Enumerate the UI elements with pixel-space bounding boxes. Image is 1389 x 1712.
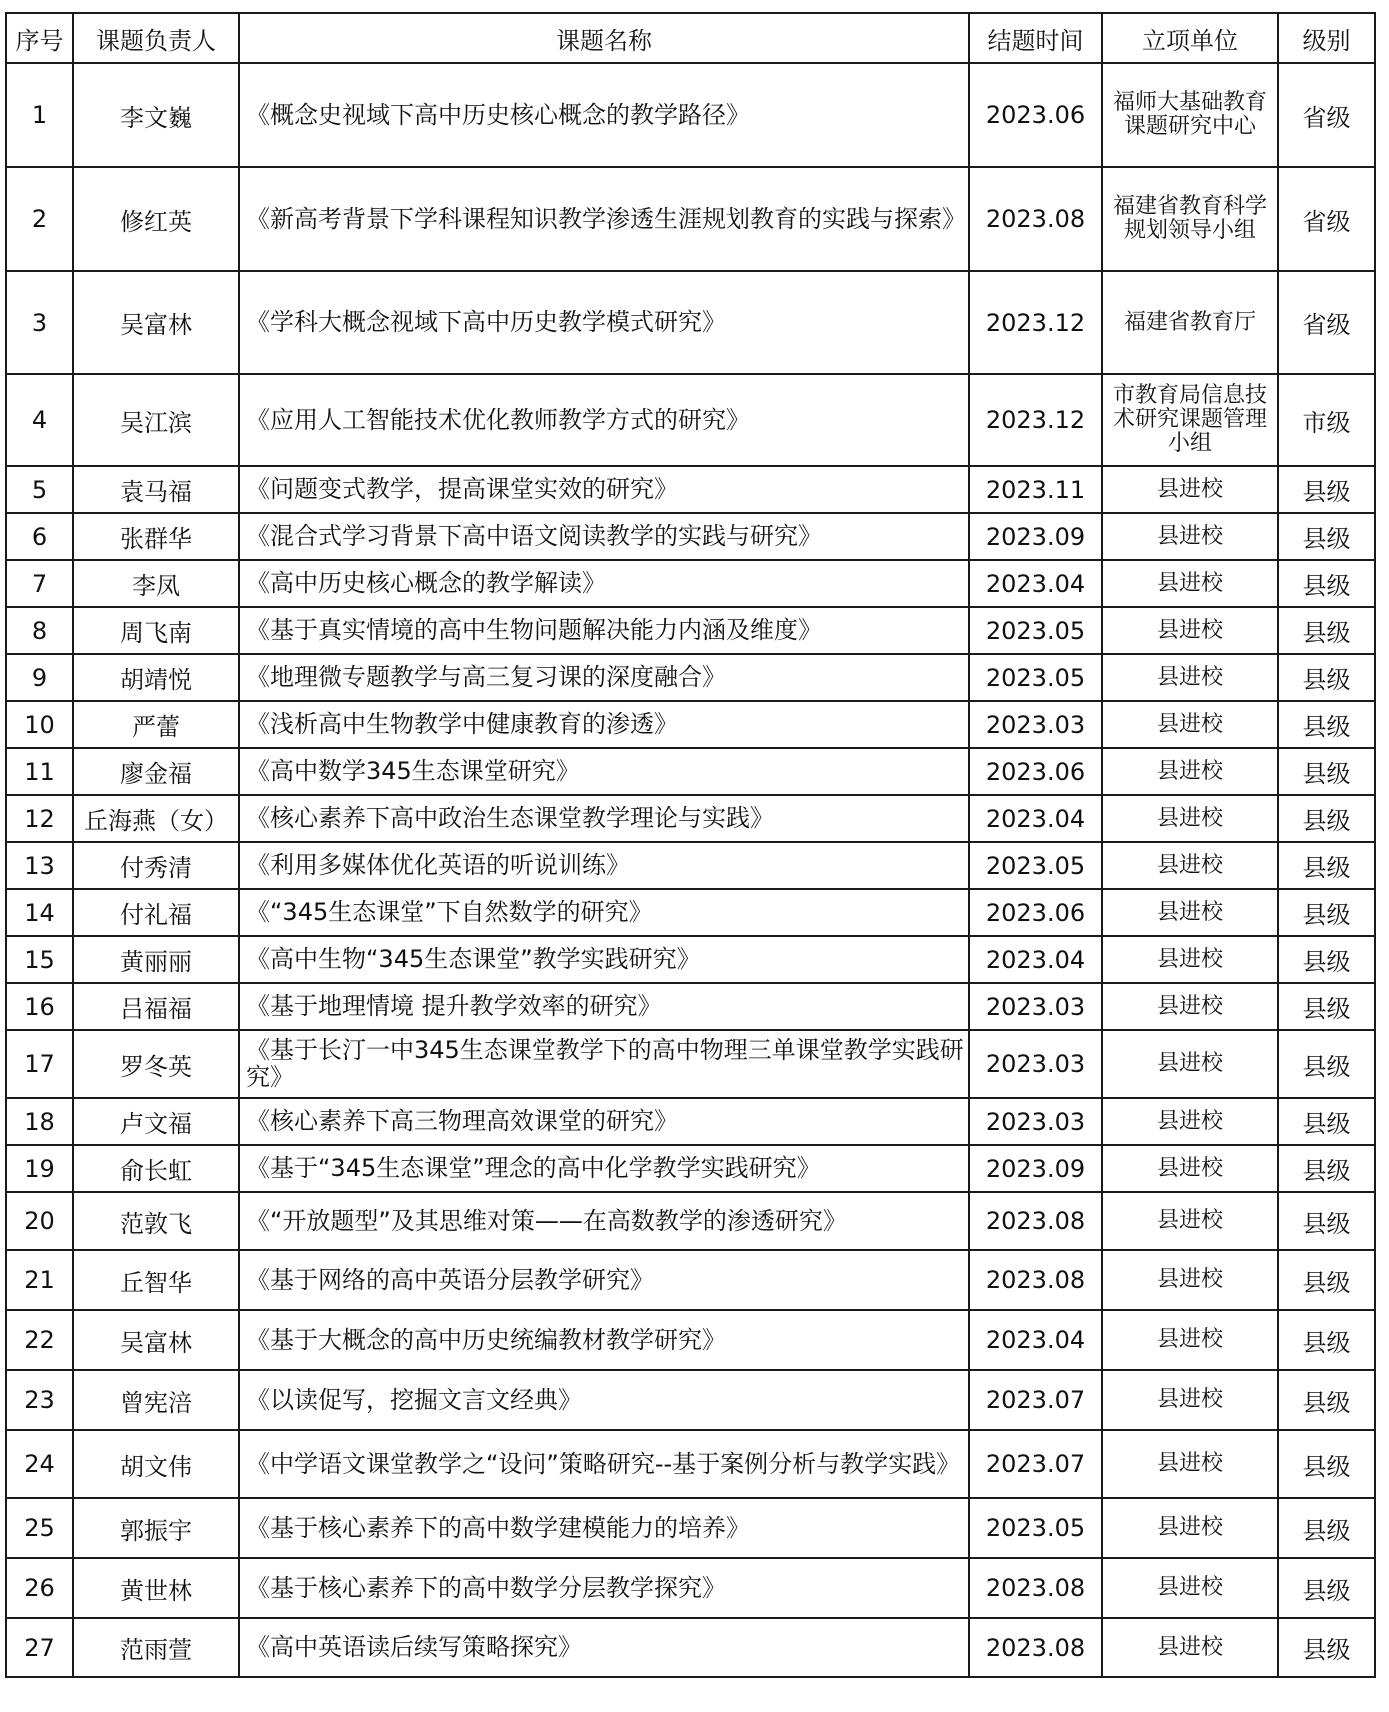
row-unit: 县进校	[1102, 983, 1278, 1030]
row-level: 县级	[1278, 748, 1375, 795]
row-unit: 县进校	[1102, 889, 1278, 936]
row-title: 《核心素养下高中政治生态课堂教学理论与实践》	[239, 795, 969, 842]
table-row	[6, 983, 1375, 1030]
row-number: 19	[6, 1145, 73, 1192]
row-number: 8	[6, 607, 73, 654]
row-unit: 县进校	[1102, 701, 1278, 748]
row-level: 县级	[1278, 1098, 1375, 1145]
row-title: 《概念史视域下高中历史核心概念的教学路径》	[239, 63, 969, 167]
row-level: 省级	[1278, 271, 1375, 374]
row-unit: 县进校	[1102, 936, 1278, 983]
row-number: 22	[6, 1310, 73, 1370]
row-unit: 福师大基础教育课题研究中心	[1102, 63, 1278, 167]
row-number: 4	[6, 374, 73, 466]
row-person: 吴富林	[73, 1310, 239, 1370]
row-person: 曾宪涪	[73, 1370, 239, 1430]
row-number: 2	[6, 167, 73, 271]
row-person: 周飞南	[73, 607, 239, 654]
row-title: 《利用多媒体优化英语的听说训练》	[239, 842, 969, 889]
row-date: 2023.03	[969, 983, 1102, 1030]
row-unit: 县进校	[1102, 1558, 1278, 1618]
row-date: 2023.12	[969, 271, 1102, 374]
row-title: 《应用人工智能技术优化教师教学方式的研究》	[239, 374, 969, 466]
row-title: 《“开放题型”及其思维对策——在高数教学的渗透研究》	[239, 1192, 969, 1250]
row-date: 2023.06	[969, 889, 1102, 936]
table-row	[6, 1310, 1375, 1370]
row-person: 付秀清	[73, 842, 239, 889]
row-unit: 县进校	[1102, 1145, 1278, 1192]
row-level: 县级	[1278, 1498, 1375, 1558]
table-row	[6, 63, 1375, 167]
row-level: 县级	[1278, 983, 1375, 1030]
row-title: 《浅析高中生物教学中健康教育的渗透》	[239, 701, 969, 748]
table-row	[6, 1430, 1375, 1498]
row-date: 2023.08	[969, 1558, 1102, 1618]
row-date: 2023.08	[969, 1618, 1102, 1677]
table-row	[6, 1250, 1375, 1310]
row-number: 5	[6, 466, 73, 513]
row-number: 25	[6, 1498, 73, 1558]
row-unit: 福建省教育科学规划领导小组	[1102, 167, 1278, 271]
header-cell-title: 课题名称	[239, 13, 969, 63]
row-number: 1	[6, 63, 73, 167]
row-title: 《基于网络的高中英语分层教学研究》	[239, 1250, 969, 1310]
row-number: 17	[6, 1030, 73, 1098]
row-level: 县级	[1278, 1192, 1375, 1250]
row-level: 县级	[1278, 1370, 1375, 1430]
table-row	[6, 1192, 1375, 1250]
row-unit: 县进校	[1102, 513, 1278, 560]
row-number: 13	[6, 842, 73, 889]
row-number: 24	[6, 1430, 73, 1498]
row-number: 12	[6, 795, 73, 842]
row-title: 《核心素养下高三物理高效课堂的研究》	[239, 1098, 969, 1145]
row-person: 李文巍	[73, 63, 239, 167]
row-date: 2023.07	[969, 1370, 1102, 1430]
row-person: 吕福福	[73, 983, 239, 1030]
row-date: 2023.08	[969, 1250, 1102, 1310]
row-date: 2023.07	[969, 1430, 1102, 1498]
table-row	[6, 167, 1375, 271]
row-unit: 县进校	[1102, 748, 1278, 795]
row-person: 丘海燕（女）	[73, 795, 239, 842]
table-row	[6, 1498, 1375, 1558]
table-row	[6, 1618, 1375, 1677]
row-level: 县级	[1278, 466, 1375, 513]
row-title: 《新高考背景下学科课程知识教学渗透生涯规划教育的实践与探索》	[239, 167, 969, 271]
row-level: 县级	[1278, 1030, 1375, 1098]
row-date: 2023.04	[969, 795, 1102, 842]
table-body	[6, 63, 1375, 1677]
row-level: 县级	[1278, 889, 1375, 936]
row-level: 县级	[1278, 1145, 1375, 1192]
row-date: 2023.09	[969, 1145, 1102, 1192]
row-unit: 县进校	[1102, 1098, 1278, 1145]
row-number: 20	[6, 1192, 73, 1250]
row-title: 《以读促写，挖掘文言文经典》	[239, 1370, 969, 1430]
row-level: 县级	[1278, 1558, 1375, 1618]
table-row	[6, 842, 1375, 889]
row-number: 16	[6, 983, 73, 1030]
row-date: 2023.12	[969, 374, 1102, 466]
row-unit: 县进校	[1102, 560, 1278, 607]
row-level: 县级	[1278, 607, 1375, 654]
row-level: 县级	[1278, 1310, 1375, 1370]
row-date: 2023.05	[969, 842, 1102, 889]
row-unit: 县进校	[1102, 842, 1278, 889]
row-level: 县级	[1278, 842, 1375, 889]
row-title: 《高中英语读后续写策略探究》	[239, 1618, 969, 1677]
row-title: 《学科大概念视域下高中历史教学模式研究》	[239, 271, 969, 374]
row-level: 县级	[1278, 1618, 1375, 1677]
row-person: 黄世林	[73, 1558, 239, 1618]
row-level: 县级	[1278, 701, 1375, 748]
row-level: 市级	[1278, 374, 1375, 466]
row-person: 卢文福	[73, 1098, 239, 1145]
row-person: 张群华	[73, 513, 239, 560]
table-row	[6, 748, 1375, 795]
row-unit: 县进校	[1102, 1370, 1278, 1430]
table-row	[6, 1145, 1375, 1192]
row-date: 2023.06	[969, 748, 1102, 795]
row-number: 11	[6, 748, 73, 795]
row-level: 省级	[1278, 167, 1375, 271]
row-title: 《高中历史核心概念的教学解读》	[239, 560, 969, 607]
row-title: 《基于地理情境 提升教学效率的研究》	[239, 983, 969, 1030]
table-row	[6, 889, 1375, 936]
row-number: 15	[6, 936, 73, 983]
row-person: 李凤	[73, 560, 239, 607]
row-date: 2023.03	[969, 1098, 1102, 1145]
row-title: 《基于核心素养下的高中数学建模能力的培养》	[239, 1498, 969, 1558]
row-unit: 市教育局信息技术研究课题管理小组	[1102, 374, 1278, 466]
row-person: 吴江滨	[73, 374, 239, 466]
header-cell-person: 课题负责人	[73, 13, 239, 63]
row-level: 县级	[1278, 795, 1375, 842]
table-row	[6, 513, 1375, 560]
row-date: 2023.05	[969, 654, 1102, 701]
row-unit: 县进校	[1102, 795, 1278, 842]
row-unit: 县进校	[1102, 1498, 1278, 1558]
row-title: 《基于核心素养下的高中数学分层教学探究》	[239, 1558, 969, 1618]
row-number: 10	[6, 701, 73, 748]
row-person: 俞长虹	[73, 1145, 239, 1192]
row-unit: 县进校	[1102, 1618, 1278, 1677]
row-date: 2023.03	[969, 1030, 1102, 1098]
row-unit: 县进校	[1102, 1310, 1278, 1370]
row-unit: 福建省教育厅	[1102, 271, 1278, 374]
row-number: 3	[6, 271, 73, 374]
table-row	[6, 1370, 1375, 1430]
row-unit: 县进校	[1102, 1250, 1278, 1310]
row-title: 《高中生物“345生态课堂”教学实践研究》	[239, 936, 969, 983]
row-unit: 县进校	[1102, 654, 1278, 701]
row-number: 6	[6, 513, 73, 560]
row-title: 《高中数学345生态课堂研究》	[239, 748, 969, 795]
table-row	[6, 936, 1375, 983]
row-date: 2023.05	[969, 607, 1102, 654]
row-person: 郭振宇	[73, 1498, 239, 1558]
table-row	[6, 271, 1375, 374]
table-row	[6, 1030, 1375, 1098]
row-number: 14	[6, 889, 73, 936]
row-number: 7	[6, 560, 73, 607]
row-person: 袁马福	[73, 466, 239, 513]
row-date: 2023.06	[969, 63, 1102, 167]
row-date: 2023.04	[969, 560, 1102, 607]
row-date: 2023.04	[969, 936, 1102, 983]
row-person: 严蕾	[73, 701, 239, 748]
table-row	[6, 374, 1375, 466]
header-row	[6, 13, 1375, 63]
row-person: 罗冬英	[73, 1030, 239, 1098]
row-title: 《基于真实情境的高中生物问题解决能力内涵及维度》	[239, 607, 969, 654]
row-level: 县级	[1278, 1430, 1375, 1498]
row-level: 县级	[1278, 560, 1375, 607]
row-unit: 县进校	[1102, 1430, 1278, 1498]
row-title: 《问题变式教学，提高课堂实效的研究》	[239, 466, 969, 513]
row-person: 黄丽丽	[73, 936, 239, 983]
row-date: 2023.11	[969, 466, 1102, 513]
row-level: 县级	[1278, 936, 1375, 983]
row-unit: 县进校	[1102, 1192, 1278, 1250]
row-person: 范雨萱	[73, 1618, 239, 1677]
row-date: 2023.05	[969, 1498, 1102, 1558]
row-title: 《“345生态课堂”下自然数学的研究》	[239, 889, 969, 936]
row-person: 付礼福	[73, 889, 239, 936]
row-person: 胡文伟	[73, 1430, 239, 1498]
header-cell-date: 结题时间	[969, 13, 1102, 63]
row-person: 吴富林	[73, 271, 239, 374]
row-unit: 县进校	[1102, 607, 1278, 654]
row-person: 丘智华	[73, 1250, 239, 1310]
table-row	[6, 607, 1375, 654]
table-row	[6, 1098, 1375, 1145]
row-title: 《中学语文课堂教学之“设问”策略研究--基于案例分析与教学实践》	[239, 1430, 969, 1498]
header-cell-no: 序号	[6, 13, 73, 63]
table-row	[6, 466, 1375, 513]
row-person: 廖金福	[73, 748, 239, 795]
table-row	[6, 795, 1375, 842]
row-title: 《基于“345生态课堂”理念的高中化学教学实践研究》	[239, 1145, 969, 1192]
table-row	[6, 560, 1375, 607]
row-title: 《地理微专题教学与高三复习课的深度融合》	[239, 654, 969, 701]
row-date: 2023.08	[969, 167, 1102, 271]
row-person: 范敦飞	[73, 1192, 239, 1250]
row-level: 县级	[1278, 513, 1375, 560]
row-title: 《混合式学习背景下高中语文阅读教学的实践与研究》	[239, 513, 969, 560]
row-person: 胡靖悦	[73, 654, 239, 701]
row-number: 27	[6, 1618, 73, 1677]
table-row	[6, 1558, 1375, 1618]
row-level: 省级	[1278, 63, 1375, 167]
row-unit: 县进校	[1102, 1030, 1278, 1098]
row-date: 2023.04	[969, 1310, 1102, 1370]
header-cell-level: 级别	[1278, 13, 1375, 63]
row-number: 23	[6, 1370, 73, 1430]
row-level: 县级	[1278, 654, 1375, 701]
row-number: 18	[6, 1098, 73, 1145]
row-person: 修红英	[73, 167, 239, 271]
row-number: 9	[6, 654, 73, 701]
row-number: 21	[6, 1250, 73, 1310]
row-level: 县级	[1278, 1250, 1375, 1310]
row-title: 《基于大概念的高中历史统编教材教学研究》	[239, 1310, 969, 1370]
table-row	[6, 654, 1375, 701]
row-unit: 县进校	[1102, 466, 1278, 513]
row-title: 《基于长汀一中345生态课堂教学下的高中物理三单课堂教学实践研究》	[239, 1030, 969, 1098]
row-number: 26	[6, 1558, 73, 1618]
header-cell-unit: 立项单位	[1102, 13, 1278, 63]
row-date: 2023.03	[969, 701, 1102, 748]
table-row	[6, 701, 1375, 748]
row-date: 2023.09	[969, 513, 1102, 560]
research-topics-table	[5, 12, 1376, 1678]
row-date: 2023.08	[969, 1192, 1102, 1250]
